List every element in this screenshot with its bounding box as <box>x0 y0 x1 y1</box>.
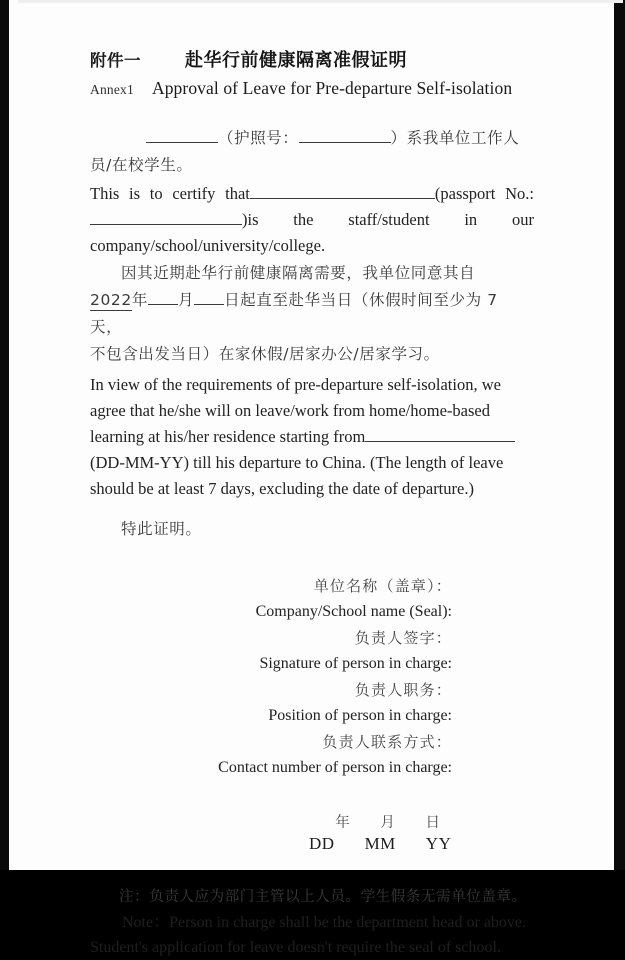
certify-text-part4: )is the staff/student in our <box>242 210 534 229</box>
certify-paragraph-english <box>90 181 534 259</box>
certify-text-part5: company/school/university/college. <box>90 236 326 255</box>
certify-line2-chinese: 员/在校学生。 <box>90 156 193 174</box>
date-units-chinese: 年 月 日 <box>335 815 453 831</box>
company-name-label-english: Company/School name (Seal): <box>255 603 452 620</box>
leave-tail-chinese: 日起直至赴华当日（休假时间至少为 7 天， <box>90 291 498 336</box>
leave-line1-chinese: 因其近期赴华行前健康隔离需要，我单位同意其自 <box>121 264 476 282</box>
month-blank-chinese[interactable] <box>148 289 178 305</box>
signature-label-english: Signature of person in charge: <box>259 655 452 672</box>
passport-blank-chinese[interactable] <box>299 127 391 143</box>
footer-note-english-line2: Student's application for leave doesn't require the seal of school. <box>90 939 501 956</box>
passport-blank-english[interactable] <box>90 208 242 225</box>
footer-note-english-line1: Note：Person in charge shall be the department head or above. <box>122 914 527 931</box>
title-english-row <box>90 78 534 99</box>
leave-line3-chinese: 不包含出发当日）在家休假/居家办公/居家学习。 <box>90 345 440 363</box>
closing-line-chinese: 特此证明。 <box>121 520 202 538</box>
name-blank-english[interactable] <box>250 182 435 199</box>
company-name-label-chinese: 单位名称（盖章）： <box>313 577 452 595</box>
annex-label-chinese: 附件一 <box>90 51 141 70</box>
footer-note-chinese: 注：负责人应为部门主管以上人员。学生假条无需单位盖章。 <box>119 889 527 905</box>
name-blank-chinese[interactable] <box>146 127 218 143</box>
page-top-edge <box>18 0 623 3</box>
contact-label-chinese: 负责人联系方式： <box>322 733 452 751</box>
signature-label-chinese: 负责人签字： <box>354 629 452 647</box>
page-title-chinese: 赴华行前健康隔离准假证明 <box>185 50 407 71</box>
position-label-english: Position of person in charge: <box>268 707 452 724</box>
month-unit-chinese: 月 <box>177 291 195 309</box>
certify-paragraph-chinese <box>90 125 534 179</box>
document-page <box>9 0 614 956</box>
date-month-placeholder[interactable]: MM <box>364 834 396 853</box>
leave-text-english-part1: In view of the requirements of pre-departure self-isolation, we agree that he/she will on leave/work from home/home-based learning at his/her residence starting from <box>90 375 501 446</box>
signature-block <box>90 573 452 781</box>
year-unit-chinese: 年 <box>131 291 148 309</box>
day-blank-chinese[interactable] <box>194 289 224 305</box>
date-day-placeholder[interactable]: DD <box>309 834 335 853</box>
passport-label-chinese: （护照号： <box>218 129 299 147</box>
certify-text-part2: (passport <box>434 184 496 203</box>
contact-label-english: Contact number of person in charge: <box>218 759 452 776</box>
date-year-placeholder[interactable]: YY <box>425 834 452 853</box>
start-date-blank-english[interactable] <box>365 425 515 442</box>
date-line-block <box>90 811 534 863</box>
position-label-chinese: 负责人职务： <box>354 681 452 699</box>
leave-line2-chinese <box>90 287 534 341</box>
document-content <box>90 46 534 960</box>
date-units-english <box>309 834 451 854</box>
page-title-english: Approval of Leave for Pre-departure Self-isolation <box>151 78 513 98</box>
leave-paragraph-chinese <box>90 260 534 368</box>
leave-text-english-part2: (DD-MM-YY) till his departure to China. (The length of leave should be at least 7 days, excluding the date of departure.) <box>90 453 504 498</box>
certify-text-part1: This is to certify that <box>90 184 250 203</box>
year-value-chinese[interactable]: 2022 <box>90 291 132 309</box>
certify-tail-chinese: ）系我单位工作人 <box>390 129 520 147</box>
footer-note-block <box>90 885 534 960</box>
title-chinese-row <box>90 46 534 72</box>
leave-paragraph-english <box>90 372 534 502</box>
certify-text-part3: No.: <box>505 184 534 203</box>
annex-label-english: Annex1 <box>90 82 134 97</box>
